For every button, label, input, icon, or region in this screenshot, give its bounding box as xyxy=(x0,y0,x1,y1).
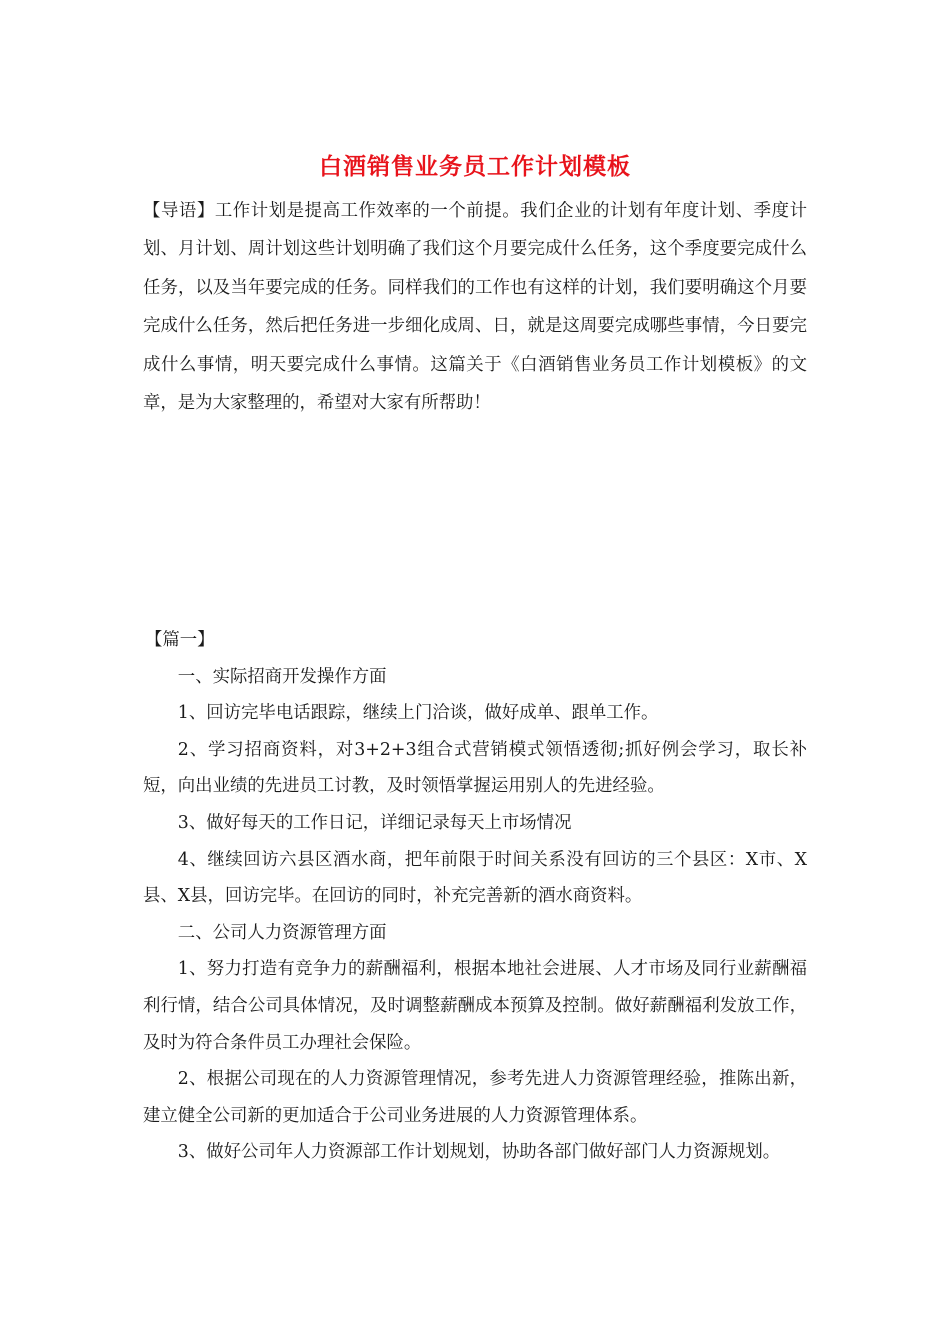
body-paragraph: 2、学习招商资料，对3+2+3组合式营销模式领悟透彻;抓好例会学习，取长补短，向出业绩的先进员工讨教，及时领悟掌握运用别人的先进经验。 xyxy=(143,739,807,797)
document-body xyxy=(143,622,807,1171)
body-paragraph: 1、回访完毕电话跟踪，继续上门洽谈，做好成单、跟单工作。 xyxy=(177,703,659,724)
section-heading: 二、公司人力资源管理方面 xyxy=(177,922,387,943)
section-label: 【篇一】 xyxy=(145,630,215,650)
document-title: 白酒销售业务员工作计划模板 xyxy=(319,153,631,180)
body-paragraph: 1、努力打造有竞争力的薪酬福利，根据本地社会进展、人才市场及同行业薪酬福利行情，结合公司具体情况，及时调整薪酬成本预算及控制。做好薪酬福利发放工作，及时为符合条件员工办理社会保险。 xyxy=(143,959,807,1053)
section-heading: 一、实际招商开发操作方面 xyxy=(177,666,387,687)
body-paragraph: 3、做好公司年人力资源部工作计划规划，协助各部门做好部门人力资源规划。 xyxy=(177,1142,781,1163)
body-paragraph: 4、继续回访六县区酒水商，把年前限于时间关系没有回访的三个县区：X市、X县、X县，回访完毕。在回访的同时，补充完善新的酒水商资料。 xyxy=(143,849,807,907)
body-paragraph: 3、做好每天的工作日记，详细记录每天上市场情况 xyxy=(177,812,572,833)
intro-paragraph: 【导语】工作计划是提高工作效率的一个前提。我们企业的计划有年度计划、季度计划、月计划、周计划这些计划明确了我们这个月要完成什么任务，这个季度要完成什么任务，以及当年要完成的任务。同样我们的工作也有这样的计划，我们要明确这个月要完成什么任务，然后把任务进一步细化成周、日，就是这周要完成哪些事情，今日要完成什么事情，明天要完成什么事情。这篇关于《白酒销售业务员工作计划模板》的文章，是为大家整理的，希望对大家有所帮助！ xyxy=(143,201,807,414)
body-paragraph: 2、根据公司现在的人力资源管理情况，参考先进人力资源管理经验，推陈出新，建立健全公司新的更加适合于公司业务进展的人力资源管理体系。 xyxy=(143,1069,807,1126)
